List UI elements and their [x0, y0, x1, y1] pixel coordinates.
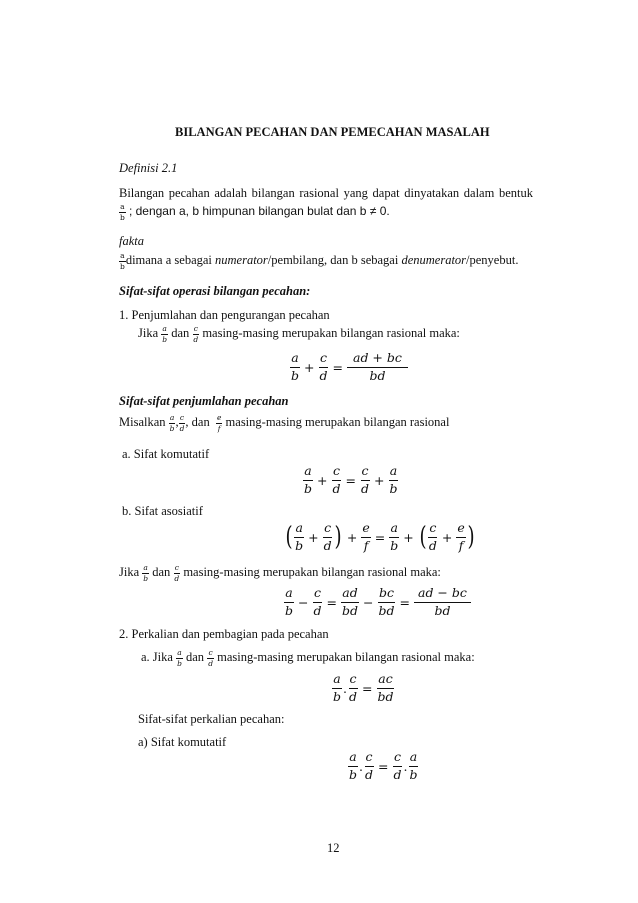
numerator: e [216, 413, 222, 423]
denominator: b [304, 480, 313, 496]
numerator: ad [341, 587, 358, 603]
numerator: c [332, 465, 341, 481]
denominator: bd [342, 602, 359, 618]
fraction-a-over-b [389, 465, 399, 495]
minus-sign: − [363, 594, 374, 610]
numerator: a [303, 465, 312, 481]
definition-text-line1: Bilangan pecahan adalah bilangan rasional yang dapat dinyatakan dalam bentuk [119, 186, 533, 200]
numerator: a [389, 465, 398, 481]
denominator: d [332, 480, 341, 496]
right-paren: ) [334, 522, 342, 552]
denominator: b [291, 367, 300, 383]
denominator: bd [369, 367, 386, 383]
equation-subtraction [284, 587, 471, 617]
numerator: a [120, 202, 125, 212]
fraction-ad-over-bd [341, 587, 359, 617]
equation-multiplication [332, 673, 395, 703]
numerator: a [177, 648, 182, 658]
fraction-difference-result [414, 587, 471, 617]
numerator: c [393, 751, 402, 767]
denominator: b [409, 766, 418, 782]
list-item-2: 2. Perkalian dan pembagian pada pecahan [119, 627, 329, 641]
fraction-c-over-d [393, 751, 403, 781]
numerator: c [365, 751, 374, 767]
numerator: a [169, 413, 175, 423]
add-heading: Sifat-sifat penjumlahan pecahan [119, 394, 289, 408]
numerator: a [290, 352, 299, 368]
comma: , [175, 415, 179, 429]
fraction-bc-over-bd [378, 587, 396, 617]
dan-word: dan [152, 565, 171, 579]
right-paren: ) [467, 522, 475, 552]
fraction-a-over-b [290, 352, 300, 382]
numerator: c [193, 324, 198, 334]
fraction-a-over-b [142, 564, 149, 582]
fraction-c-over-d [313, 587, 323, 617]
numerator: a [120, 251, 125, 261]
item-2a-label: a. Jika [141, 650, 173, 664]
numerator: e [456, 522, 465, 538]
denominator: d [349, 688, 358, 704]
fraction-c-over-d [192, 325, 199, 343]
page-title: BILANGAN PECAHAN DAN PEMECAHAN MASALAH [175, 125, 490, 139]
jika-line-3 [141, 649, 475, 667]
fraction-a-over-b [332, 673, 342, 703]
list-item-b-associative: b. Sifat asosiatif [122, 504, 203, 518]
denominator: d [323, 537, 332, 553]
denominator: f [217, 423, 221, 433]
definition-condition: ; dengan a, b himpunan bilangan bulat dan b ≠ 0. [128, 204, 390, 218]
equals-sign: = [326, 594, 337, 610]
numerator: c [319, 352, 328, 368]
fact-text [119, 252, 518, 270]
equals-sign: = [399, 594, 410, 610]
denominator: b [177, 658, 182, 668]
numerator: bc [378, 587, 395, 603]
fraction-a-over-b [389, 522, 399, 552]
fraction-e-over-f [361, 522, 370, 552]
denominator: d [361, 480, 370, 496]
fraction-a-over-b [284, 587, 294, 617]
equals-sign: = [362, 680, 373, 696]
denominator: d [365, 766, 374, 782]
fraction-e-over-f [456, 522, 465, 552]
comma-dan: , dan [185, 415, 210, 429]
denominator: b [285, 602, 294, 618]
numerator: e [361, 522, 370, 538]
denominator: bd [434, 602, 451, 618]
fact-numerator: numerator [215, 253, 268, 267]
jika-word: Jika [119, 565, 140, 579]
dot-operator: . [359, 758, 363, 774]
fraction-a-over-b [303, 465, 313, 495]
fraction-a-over-b [294, 522, 304, 552]
jika-word: Jika [138, 326, 159, 340]
equation-commutative-mult [348, 751, 419, 781]
fraction-a-over-b [409, 751, 419, 781]
denominator: b [333, 688, 342, 704]
plus-sign: + [374, 472, 385, 488]
fraction-sum-result [347, 352, 408, 382]
plus-sign: + [308, 529, 319, 545]
denominator: b [389, 480, 398, 496]
dan-word: dan [171, 326, 190, 340]
denominator: b [390, 537, 399, 553]
denominator: d [428, 537, 437, 553]
numerator: a [162, 324, 167, 334]
denominator: b [295, 537, 304, 553]
jika-line-2 [119, 564, 441, 582]
denominator: b [120, 212, 125, 222]
fraction-a-over-b [119, 252, 126, 270]
list-item-1: 1. Penjumlahan dan pengurangan pecahan [119, 308, 330, 322]
numerator: c [313, 587, 322, 603]
definition-heading: Definisi 2.1 [119, 161, 178, 175]
list-item-a-mult-commutative: a) Sifat komutatif [138, 735, 227, 749]
numerator: c [428, 522, 437, 538]
plus-sign: + [317, 472, 328, 488]
fraction-a-over-b [176, 649, 183, 667]
numerator: c [174, 563, 179, 573]
misalkan-line [119, 414, 449, 432]
denominator: d [319, 367, 328, 383]
fraction-a-over-b [348, 751, 358, 781]
denominator: f [458, 537, 464, 553]
equals-sign: = [345, 472, 356, 488]
denominator: d [208, 658, 213, 668]
numerator: c [179, 413, 185, 423]
numerator: a [348, 751, 357, 767]
denominator: d [174, 573, 180, 583]
dot-operator: . [403, 758, 408, 774]
numerator: a [143, 563, 148, 573]
fraction-e-over-f [216, 414, 222, 432]
fact-text-part1: dimana a sebagai [125, 253, 216, 267]
fact-denumerator: denumerator [401, 253, 467, 267]
fraction-c-over-d [207, 649, 214, 667]
fraction-c-over-d [173, 564, 180, 582]
fraction-ac-over-bd [377, 673, 395, 703]
jika-line-1 [138, 325, 460, 343]
fact-text-part3: /penyebut. [466, 253, 519, 267]
denominator: bd [377, 688, 394, 704]
denominator: bd [378, 602, 395, 618]
fact-text-part2: /pembilang, dan b sebagai [267, 253, 402, 267]
numerator: a [332, 673, 341, 689]
list-item-a-commutative: a. Sifat komutatif [122, 447, 210, 461]
numerator: c [349, 673, 358, 689]
denominator: b [169, 423, 175, 433]
fraction-c-over-d [348, 673, 358, 703]
fraction-c-over-d [332, 465, 342, 495]
plus-sign: + [346, 529, 358, 545]
rational-clause: masing-masing merupakan bilangan rasional maka: [217, 650, 475, 664]
equals-sign: = [332, 359, 343, 375]
minus-sign: − [298, 594, 309, 610]
denominator: d [313, 602, 322, 618]
ops-heading: Sifat-sifat operasi bilangan pecahan: [119, 284, 311, 298]
dot-operator: . [343, 680, 347, 696]
rational-clause: masing-masing merupakan bilangan rasional maka: [202, 326, 460, 340]
fact-heading: fakta [119, 234, 144, 248]
numerator: a [389, 522, 398, 538]
left-paren: ( [419, 522, 427, 552]
equation-addition [290, 352, 408, 382]
fraction-c-over-d [323, 522, 333, 552]
denominator: d [393, 766, 402, 782]
fraction-c-over-d [360, 465, 370, 495]
denominator: b [162, 334, 168, 344]
numerator: c [361, 465, 370, 481]
misalkan-word: Misalkan [119, 415, 166, 429]
fraction-c-over-d [319, 352, 329, 382]
denominator: b [143, 573, 149, 583]
definition-text-line2 [119, 203, 390, 221]
numerator: ac [377, 673, 393, 689]
numerator: ad + bc [347, 352, 408, 368]
plus-sign: + [441, 529, 453, 545]
numerator: a [409, 751, 418, 767]
plus-sign: + [304, 359, 315, 375]
rational-clause: masing-masing merupakan bilangan rasional maka: [183, 565, 441, 579]
equals-sign: = [378, 758, 389, 774]
denominator: f [363, 537, 369, 553]
denominator: d [193, 334, 199, 344]
left-paren: ( [285, 522, 293, 552]
fraction-a-over-b [161, 325, 168, 343]
equation-associative [284, 522, 476, 552]
equation-commutative-add [303, 465, 399, 495]
fraction-c-over-d [364, 751, 374, 781]
mult-props-heading: Sifat-sifat perkalian pecahan: [138, 712, 285, 726]
fraction-c-over-d [428, 522, 438, 552]
numerator: a [284, 587, 293, 603]
denominator: d [179, 423, 185, 433]
denominator: b [120, 261, 125, 271]
plus-sign: + [403, 529, 414, 545]
rational-plain: masing-masing merupakan bilangan rasional [225, 415, 450, 429]
equals-sign: = [374, 529, 386, 545]
dan-word: dan [186, 650, 205, 664]
numerator: a [294, 522, 303, 538]
numerator: c [323, 522, 332, 538]
numerator: ad − bc [414, 587, 471, 603]
page-number: 12 [327, 841, 340, 855]
denominator: b [349, 766, 358, 782]
fraction-a-over-b [119, 203, 126, 221]
numerator: c [208, 648, 213, 658]
